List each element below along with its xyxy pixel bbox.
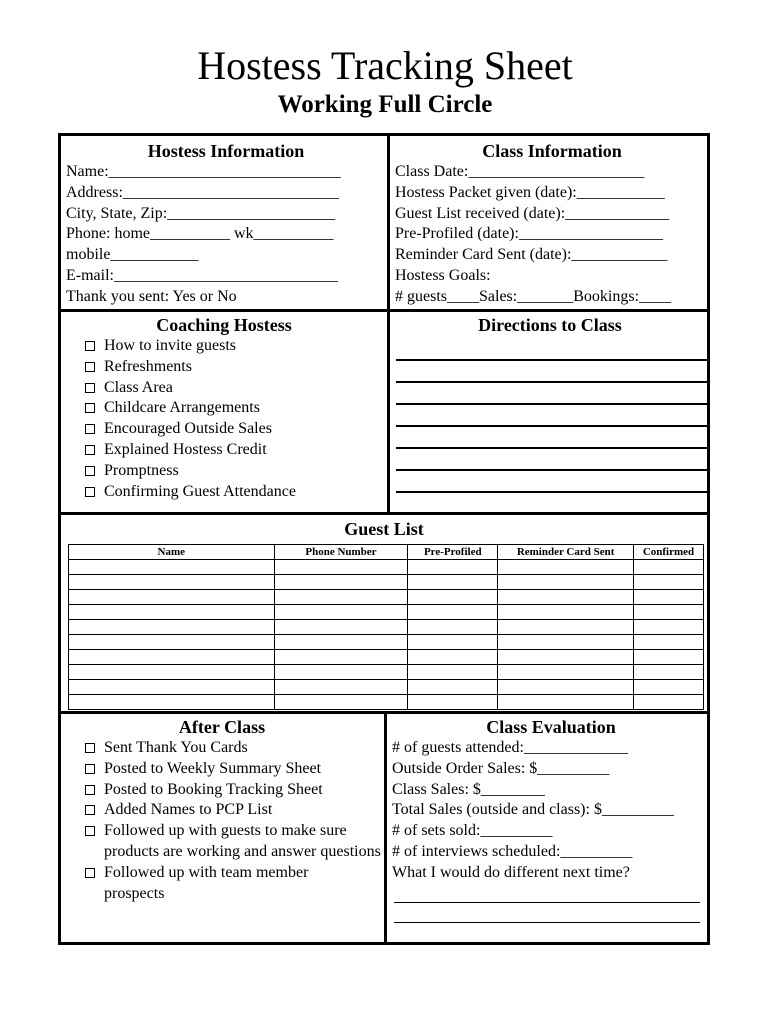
coaching-hostess-section <box>61 314 387 502</box>
table-cell[interactable] <box>274 650 408 665</box>
class-information-section <box>395 140 709 308</box>
divider-1 <box>61 309 707 312</box>
directions-line[interactable] <box>396 403 708 405</box>
checkbox-icon[interactable] <box>85 341 95 351</box>
table-cell[interactable] <box>408 650 498 665</box>
coaching-item[interactable]: How to invite guests <box>61 336 387 357</box>
table-cell[interactable] <box>69 650 275 665</box>
sets-sold-field[interactable]: # of sets sold:_________ <box>392 822 553 840</box>
table-cell[interactable] <box>498 665 634 680</box>
coaching-item[interactable]: Encouraged Outside Sales <box>61 419 387 440</box>
coaching-hostess-heading: Coaching Hostess <box>156 315 292 335</box>
table-cell[interactable] <box>69 560 275 575</box>
checkbox-icon[interactable] <box>85 383 95 393</box>
table-row <box>69 620 704 635</box>
table-cell[interactable] <box>634 680 704 695</box>
table-cell[interactable] <box>408 665 498 680</box>
guest-list-heading: Guest List <box>344 519 424 539</box>
table-cell[interactable] <box>408 680 498 695</box>
checkbox-icon[interactable] <box>85 445 95 455</box>
column-header-reminder: Reminder Card Sent <box>498 545 634 560</box>
table-row <box>69 695 704 710</box>
table-row <box>69 605 704 620</box>
guests-attended-field[interactable]: # of guests attended:_____________ <box>392 739 628 756</box>
table-row <box>69 575 704 590</box>
table-cell[interactable] <box>274 695 408 710</box>
column-header-pre-profiled: Pre-Profiled <box>408 545 498 560</box>
total-sales-field[interactable]: Total Sales (outside and class): $_________ <box>392 801 674 819</box>
hostess-mobile-field[interactable]: mobile___________ <box>66 246 199 264</box>
table-cell[interactable] <box>69 680 275 695</box>
table-cell[interactable] <box>408 605 498 620</box>
checkbox-icon[interactable] <box>85 487 95 497</box>
hostess-phone-field[interactable]: Phone: home__________ wk__________ <box>66 225 334 243</box>
table-cell[interactable] <box>498 575 634 590</box>
table-row <box>69 650 704 665</box>
table-cell[interactable] <box>69 695 275 710</box>
table-cell[interactable] <box>408 635 498 650</box>
table-cell[interactable] <box>408 620 498 635</box>
hostess-information-heading: Hostess Information <box>147 141 305 161</box>
directions-line[interactable] <box>396 447 708 449</box>
class-date-field[interactable]: Class Date:______________________ <box>395 163 645 180</box>
coaching-item[interactable]: Promptness <box>61 461 387 482</box>
table-cell[interactable] <box>498 620 634 635</box>
thank-you-sent-field[interactable]: Thank you sent: Yes or No <box>66 287 237 305</box>
outside-order-sales-field[interactable]: Outside Order Sales: $_________ <box>392 759 610 777</box>
table-cell[interactable] <box>498 590 634 605</box>
hostess-goals-label: Hostess Goals: <box>395 266 491 284</box>
reminder-card-field[interactable]: Reminder Card Sent (date):____________ <box>395 246 668 264</box>
table-row <box>69 665 704 680</box>
coaching-item[interactable]: Explained Hostess Credit <box>61 440 387 461</box>
table-cell[interactable] <box>274 575 408 590</box>
table-cell[interactable] <box>69 575 275 590</box>
after-class-heading: After Class <box>178 717 266 737</box>
table-cell[interactable] <box>69 620 275 635</box>
checkbox-icon[interactable] <box>85 805 95 815</box>
column-header-confirmed: Confirmed <box>634 545 704 560</box>
table-header-row <box>69 545 704 560</box>
goals-field[interactable]: # guests____Sales:_______Bookings:____ <box>395 287 672 305</box>
column-header-phone: Phone Number <box>274 545 408 560</box>
notes-line[interactable] <box>394 922 700 923</box>
page-subtitle: Working Full Circle <box>277 91 493 118</box>
after-class-item[interactable]: Sent Thank You Cards <box>61 738 383 759</box>
table-cell[interactable] <box>408 575 498 590</box>
directions-line[interactable] <box>396 381 708 383</box>
hostess-city-state-zip-field[interactable]: City, State, Zip:_____________________ <box>66 204 336 222</box>
hostess-information-section <box>66 140 386 308</box>
coaching-item[interactable]: Childcare Arrangements <box>61 398 387 419</box>
after-class-item[interactable]: Posted to Weekly Summary Sheet <box>61 759 383 780</box>
table-cell[interactable] <box>69 605 275 620</box>
table-cell[interactable] <box>498 605 634 620</box>
tracking-form <box>58 133 710 945</box>
table-cell[interactable] <box>634 605 704 620</box>
table-cell[interactable] <box>274 560 408 575</box>
table-cell[interactable] <box>498 695 634 710</box>
checkbox-icon[interactable] <box>85 826 95 836</box>
table-cell[interactable] <box>634 650 704 665</box>
after-class-item[interactable]: Followed up with guests to make sure products are working and answer questions <box>61 821 383 863</box>
coaching-item[interactable]: Class Area <box>61 378 387 399</box>
table-cell[interactable] <box>634 620 704 635</box>
directions-heading: Directions to Class <box>478 315 622 335</box>
table-cell[interactable] <box>498 560 634 575</box>
checkbox-icon[interactable] <box>85 424 95 434</box>
checkbox-icon[interactable] <box>85 868 95 878</box>
table-row <box>69 560 704 575</box>
guest-list-section <box>61 515 707 711</box>
class-sales-field[interactable]: Class Sales: $________ <box>392 780 545 798</box>
guest-list-table <box>68 544 704 710</box>
table-cell[interactable] <box>634 635 704 650</box>
table-cell[interactable] <box>634 695 704 710</box>
table-cell[interactable] <box>634 575 704 590</box>
coaching-item[interactable]: Confirming Guest Attendance <box>61 482 387 503</box>
table-cell[interactable] <box>498 650 634 665</box>
directions-line[interactable] <box>396 469 708 471</box>
checkbox-icon[interactable] <box>85 403 95 413</box>
column-header-name: Name <box>69 545 275 560</box>
table-cell[interactable] <box>498 635 634 650</box>
guest-list-received-field[interactable]: Guest List received (date):_____________ <box>395 204 670 222</box>
table-row <box>69 680 704 695</box>
table-cell[interactable] <box>274 635 408 650</box>
checkbox-icon[interactable] <box>85 785 95 795</box>
what-to-do-different-label: What I would do different next time? <box>392 863 630 881</box>
table-cell[interactable] <box>69 665 275 680</box>
top-divider <box>387 136 390 309</box>
interviews-scheduled-field[interactable]: # of interviews scheduled:_________ <box>392 842 633 860</box>
table-cell[interactable] <box>634 665 704 680</box>
table-row <box>69 635 704 650</box>
table-cell[interactable] <box>274 590 408 605</box>
table-row <box>69 590 704 605</box>
checkbox-icon[interactable] <box>85 764 95 774</box>
table-cell[interactable] <box>274 605 408 620</box>
table-cell[interactable] <box>274 620 408 635</box>
hostess-address-field[interactable]: Address:___________________________ <box>66 183 339 201</box>
class-evaluation-heading: Class Evaluation <box>486 717 616 737</box>
checkbox-icon[interactable] <box>85 743 95 753</box>
table-cell[interactable] <box>634 590 704 605</box>
hostess-name-field[interactable]: Name:_____________________________ <box>66 163 341 180</box>
table-cell[interactable] <box>498 680 634 695</box>
after-class-item[interactable]: Posted to Booking Tracking Sheet <box>61 780 383 801</box>
table-cell[interactable] <box>408 590 498 605</box>
directions-line[interactable] <box>396 425 708 427</box>
table-cell[interactable] <box>408 560 498 575</box>
hostess-email-field[interactable]: E-mail:____________________________ <box>66 266 338 284</box>
table-cell[interactable] <box>69 635 275 650</box>
checkbox-icon[interactable] <box>85 362 95 372</box>
directions-line[interactable] <box>396 359 708 361</box>
after-class-item[interactable]: Followed up with team member prospects <box>61 863 383 905</box>
table-cell[interactable] <box>634 560 704 575</box>
hostess-packet-field[interactable]: Hostess Packet given (date):___________ <box>395 183 665 201</box>
directions-line[interactable] <box>396 491 708 493</box>
notes-line[interactable] <box>394 942 700 943</box>
pre-profiled-date-field[interactable]: Pre-Profiled (date):__________________ <box>395 225 663 243</box>
notes-line[interactable] <box>394 902 700 903</box>
directions-section <box>390 314 710 493</box>
page-title: Hostess Tracking Sheet <box>197 43 573 88</box>
after-class-section <box>61 716 383 904</box>
class-information-heading: Class Information <box>482 141 622 161</box>
table-cell[interactable] <box>408 695 498 710</box>
bottom-divider <box>384 711 387 945</box>
class-evaluation-section <box>392 716 710 943</box>
after-class-item[interactable]: Added Names to PCP List <box>61 800 383 821</box>
table-cell[interactable] <box>69 590 275 605</box>
table-cell[interactable] <box>274 680 408 695</box>
table-cell[interactable] <box>274 665 408 680</box>
coaching-item[interactable]: Refreshments <box>61 357 387 378</box>
checkbox-icon[interactable] <box>85 466 95 476</box>
